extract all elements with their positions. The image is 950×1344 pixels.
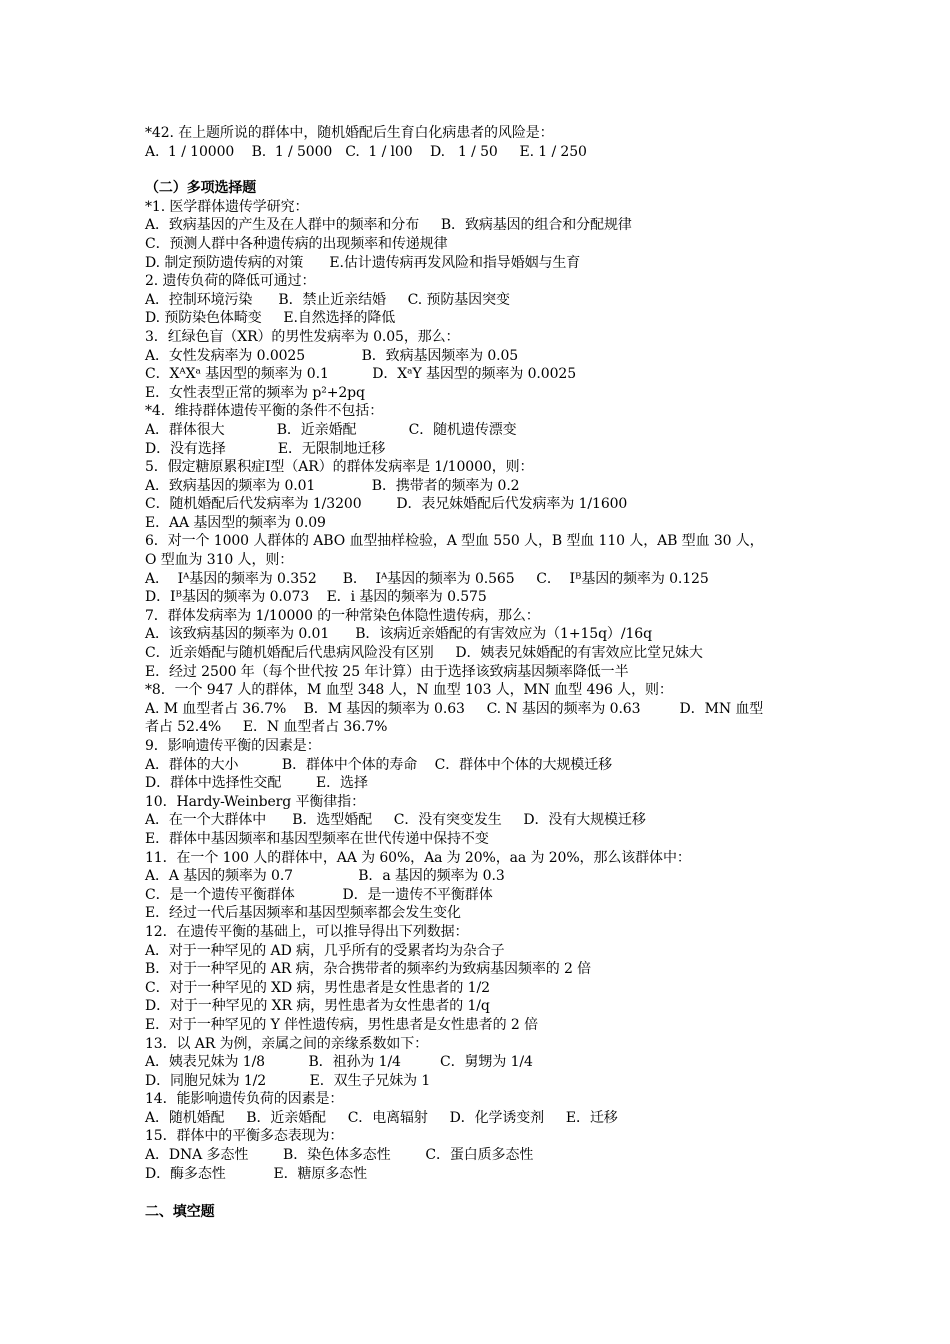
question-line: A．对于一种罕见的 AD 病，几乎所有的受累者均为杂合子	[145, 942, 505, 959]
question-line: *8．一个 947 人的群体，M 血型 348 人，N 血型 103 人，MN 血型 496 人，则：	[145, 682, 673, 699]
question-3	[145, 328, 825, 402]
question-1	[145, 198, 825, 272]
question-line: 7．群体发病率为 1/10000 的一种常染色体隐性遗传病，那么：	[145, 607, 540, 624]
question-line: 10．Hardy-Weinberg 平衡律指：	[145, 793, 365, 810]
question-10	[145, 793, 825, 849]
question-line: A．致病基因的产生及在人群中的频率和分布 B．致病基因的组合和分配规律	[145, 217, 632, 234]
question-15	[145, 1127, 825, 1183]
question-9	[145, 737, 825, 793]
question-42-options: A. 1 / 10000 B. 1 / 5000 C. 1 / l00 D. 1 / 50 E. 1 / 250	[145, 143, 587, 160]
question-line: D. 制定预防遗传病的对策 E.估计遗传病再发风险和指导婚姻与生育	[145, 254, 581, 271]
question-line: 5．假定糖原累积症Ⅰ型（AR）的群体发病率是 1/10000，则：	[145, 459, 534, 476]
question-line: 13．以 AR 为例，亲属之间的亲缘系数如下：	[145, 1035, 429, 1052]
question-line: C．随机婚配后代发病率为 1/3200 D．表兄妹婚配后代发病率为 1/1600	[145, 496, 628, 513]
question-line: A．在一个大群体中 B．选型婚配 C．没有突变发生 D．没有大规模迁移	[145, 812, 646, 829]
question-line: 11．在一个 100 人的群体中，AA 为 60%，Aa 为 20%，aa 为 20%，那么该群体中：	[145, 849, 691, 866]
question-line: 12．在遗传平衡的基础上，可以推导得出下列数据：	[145, 923, 469, 940]
question-line: C．预测人群中各种遗传病的出现频率和传递规律	[145, 235, 448, 252]
question-line: 9．影响遗传平衡的因素是：	[145, 738, 321, 754]
question-line: D．同胞兄妹为 1/2 E．双生子兄妹为 1	[145, 1072, 431, 1089]
question-line: A． Ⅰᴬ基因的频率为 0.352 B． Ⅰᴬ基因的频率为 0.565 C． Ⅰᴮ基因的频率为 0.125	[145, 570, 709, 587]
question-line: A．群体很大 B．近亲婚配 C．随机遗传漂变	[145, 421, 517, 438]
question-line: E．对于一种罕见的 Y 伴性遗传病，男性患者是女性患者的 2 倍	[145, 1016, 538, 1033]
question-4	[145, 402, 825, 458]
question-line: O 型血为 310 人，则：	[145, 552, 294, 569]
question-line: A．致病基因的频率为 0.01 B．携带者的频率为 0.2	[145, 477, 520, 494]
question-line: A．随机婚配 B．近亲婚配 C．电离辐射 D．化学诱变剂 E．迁移	[145, 1109, 618, 1126]
question-line: A. M 血型者占 36.7% B．M 基因的频率为 0.63 C. N 基因的频率为 0.63 D．MN 血型	[145, 700, 764, 717]
question-line: E．AA 基因型的频率为 0.09	[145, 514, 326, 531]
question-7	[145, 607, 825, 681]
question-list	[145, 198, 825, 1183]
question-line: C．近亲婚配与随机婚配后代患病风险没有区别 D．姨表兄妹婚配的有害效应比堂兄妹大	[145, 645, 703, 662]
section-heading-multiple-choice: （二）多项选择题	[145, 180, 257, 197]
question-line: C．XᴬXᵃ 基因型的频率为 0.1 D．XᵃY 基因型的频率为 0.0025	[145, 366, 576, 383]
question-14	[145, 1090, 825, 1127]
question-8	[145, 681, 825, 737]
document-content	[145, 124, 825, 1222]
question-2	[145, 272, 825, 328]
question-line: D．酶多态性 E．糖原多态性	[145, 1165, 367, 1182]
question-line: *4．维持群体遗传平衡的条件不包括：	[145, 403, 384, 420]
question-line: 15．群体中的平衡多态表现为：	[145, 1128, 344, 1145]
question-line: 14．能影响遗传负荷的因素是：	[145, 1091, 344, 1108]
question-line: B．对于一种罕见的 AR 病，杂合携带者的频率约为致病基因频率的 2 倍	[145, 961, 592, 978]
question-line: A．该致病基因的频率为 0.01 B．该病近亲婚配的有害效应为（1+15q）/16q	[145, 626, 652, 643]
question-line: E．群体中基因频率和基因型频率在世代传递中保持不变	[145, 830, 489, 847]
question-line: D．Ⅰᴮ基因的频率为 0.073 E．i 基因的频率为 0.575	[145, 589, 487, 606]
question-line: A．女性发病率为 0.0025 B．致病基因频率为 0.05	[145, 347, 519, 364]
question-line: C．是一个遗传平衡群体 D．是一遗传不平衡群体	[145, 886, 493, 903]
question-line: C．对于一种罕见的 XD 病，男性患者是女性患者的 1/2	[145, 979, 490, 996]
question-6	[145, 532, 825, 606]
question-line: A．DNA 多态性 B．染色体多态性 C．蛋白质多态性	[145, 1147, 534, 1164]
question-11	[145, 849, 825, 923]
question-line: D. 预防染色体畸变 E.自然选择的降低	[145, 310, 396, 327]
question-42-stem: *42. 在上题所说的群体中，随机婚配后生育白化病患者的风险是：	[145, 125, 554, 141]
question-line: *1. 医学群体遗传学研究：	[145, 198, 309, 215]
question-line: D．对于一种罕见的 XR 病，男性患者为女性患者的 1/q	[145, 998, 490, 1015]
question-5	[145, 458, 825, 532]
question-13	[145, 1035, 825, 1091]
question-line: A．群体的大小 B．群体中个体的寿命 C．群体中个体的大规模迁移	[145, 756, 613, 773]
question-line: A．姨表兄妹为 1/8 B．祖孙为 1/4 C．舅甥为 1/4	[145, 1054, 533, 1071]
question-line: 3．红绿色盲（XR）的男性发病率为 0.05，那么：	[145, 328, 460, 345]
question-line: A．A 基因的频率为 0.7 B．a 基因的频率为 0.3	[145, 868, 505, 885]
question-line: 者占 52.4% E．N 血型者占 36.7%	[145, 719, 388, 736]
question-line: E．经过 2500 年（每个世代按 25 年计算）由于选择该致病基因频率降低一半	[145, 663, 629, 680]
question-line: D．群体中选择性交配 E．选择	[145, 775, 368, 792]
question-line: D．没有选择 E．无限制地迁移	[145, 440, 386, 457]
question-line: 6．对一个 1000 人群体的 ABO 血型抽样检验，A 型血 550 人，B 型血 110 人，AB 型血 30 人，	[145, 533, 764, 550]
question-line: A．控制环境污染 B．禁止近亲结婚 C. 预防基因突变	[145, 291, 510, 308]
question-12	[145, 923, 825, 1035]
section-heading-fill-in: 二、填空题	[145, 1204, 215, 1221]
question-line: 2. 遗传负荷的降低可通过：	[145, 273, 316, 290]
question-line: E．女性表型正常的频率为 p²+2pq	[145, 384, 365, 401]
question-line: E．经过一代后基因频率和基因型频率都会发生变化	[145, 905, 461, 922]
